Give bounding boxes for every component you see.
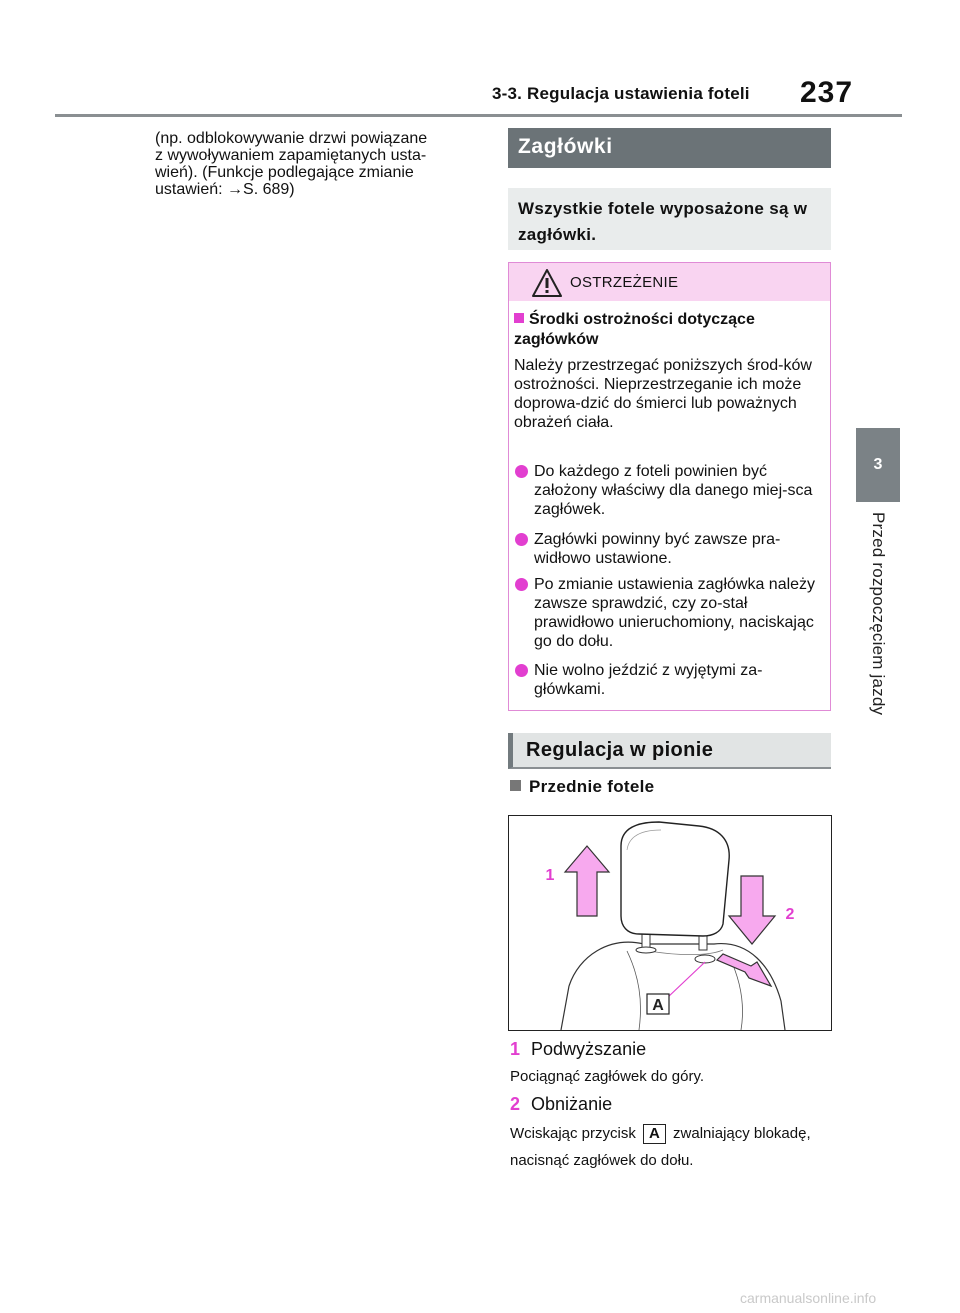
warning-heading-text: Środki ostrożności dotyczące zagłówków [514,311,755,348]
watermark: carmanualsonline.info [740,1290,877,1306]
left-line: wień). (Funkcje podlegające zmianie [155,164,414,181]
header-rule [55,114,902,117]
headrests-note-text: Wszystkie fotele wyposażone są w zagłówki. [518,199,808,244]
round-bullet-icon [515,578,528,591]
section-title-text: Zagłówki [518,135,613,158]
step-1 [510,1039,646,1060]
left-column-text [155,130,475,198]
warning-triangle-icon [532,269,562,297]
warning-bullet [514,530,819,568]
chapter-tab-number: 3 [873,456,883,473]
square-bullet-icon [510,780,521,791]
illustration-label-2: 2 [785,906,795,923]
warning-bullet-text: Po zmianie ustawienia zagłówka należy zawsze sprawdzić, czy zo-stał prawidłowo unieruchomiony, naciskając go do dołu. [534,576,816,650]
step-2-desc-after: zwalniający blokadę, nacisnąć zagłówek do dołu. [510,1125,811,1169]
illustration-label-a: A [652,997,664,1014]
warning-intro: Należy przestrzegać poniższych środ-ków ostrożności. Nieprzestrzeganie ich może doprowa-dzić do śmierci lub poważnych obrażeń ciała. [514,357,812,431]
headrest-illustration [508,815,832,1031]
warning-bullet [514,462,819,519]
subheading-text: Przednie fotele [529,777,655,796]
headrests-note [508,188,831,250]
step-number: 1 [510,1039,521,1059]
warning-title: OSTRZEŻENIE [570,274,679,291]
square-bullet-icon [514,313,524,323]
left-line: z wywoływaniem zapamiętanych usta- [155,147,427,164]
warning-bullet [514,661,819,699]
step-title: Podwyższanie [531,1039,647,1059]
page-number: 237 [800,76,854,109]
left-line: ustawień: →S. 689) [155,181,295,198]
section-title-headrests [508,128,831,168]
round-bullet-icon [515,533,528,546]
round-bullet-icon [515,465,528,478]
left-line: (np. odblokowywanie drzwi powiązane [155,130,428,147]
step-2-description [510,1120,820,1174]
round-bullet-icon [515,664,528,677]
section-title-text: Regulacja w pionie [526,739,714,761]
warning-bullet [514,575,819,651]
step-2-desc-before: Wciskając przycisk [510,1125,636,1142]
chapter-tab-label: Przed rozpoczęciem jazdy [869,512,888,716]
step-title: Obniżanie [531,1094,613,1114]
warning-bullet-text: Zagłówki powinny być zawsze pra-widłowo ustawione. [534,531,781,567]
warning-bullet-text: Do każdego z foteli powinien być założony właściwy dla danego miej-sca zagłówek. [534,463,813,518]
running-header-section: 3-3. Regulacja ustawienia foteli [492,84,750,103]
step-1-description: Pociągnąć zagłówek do góry. [510,1068,705,1085]
illustration-label-1: 1 [545,867,555,884]
step-2 [510,1094,612,1115]
section-title-adjust [508,733,831,769]
warning-bullet-text: Nie wolno jeździć z wyjętymi za-główkami. [534,662,763,698]
step-number: 2 [510,1094,521,1114]
subheading-front-seats [510,777,654,797]
warning-heading [514,310,819,350]
button-a-tag: A [643,1124,666,1144]
